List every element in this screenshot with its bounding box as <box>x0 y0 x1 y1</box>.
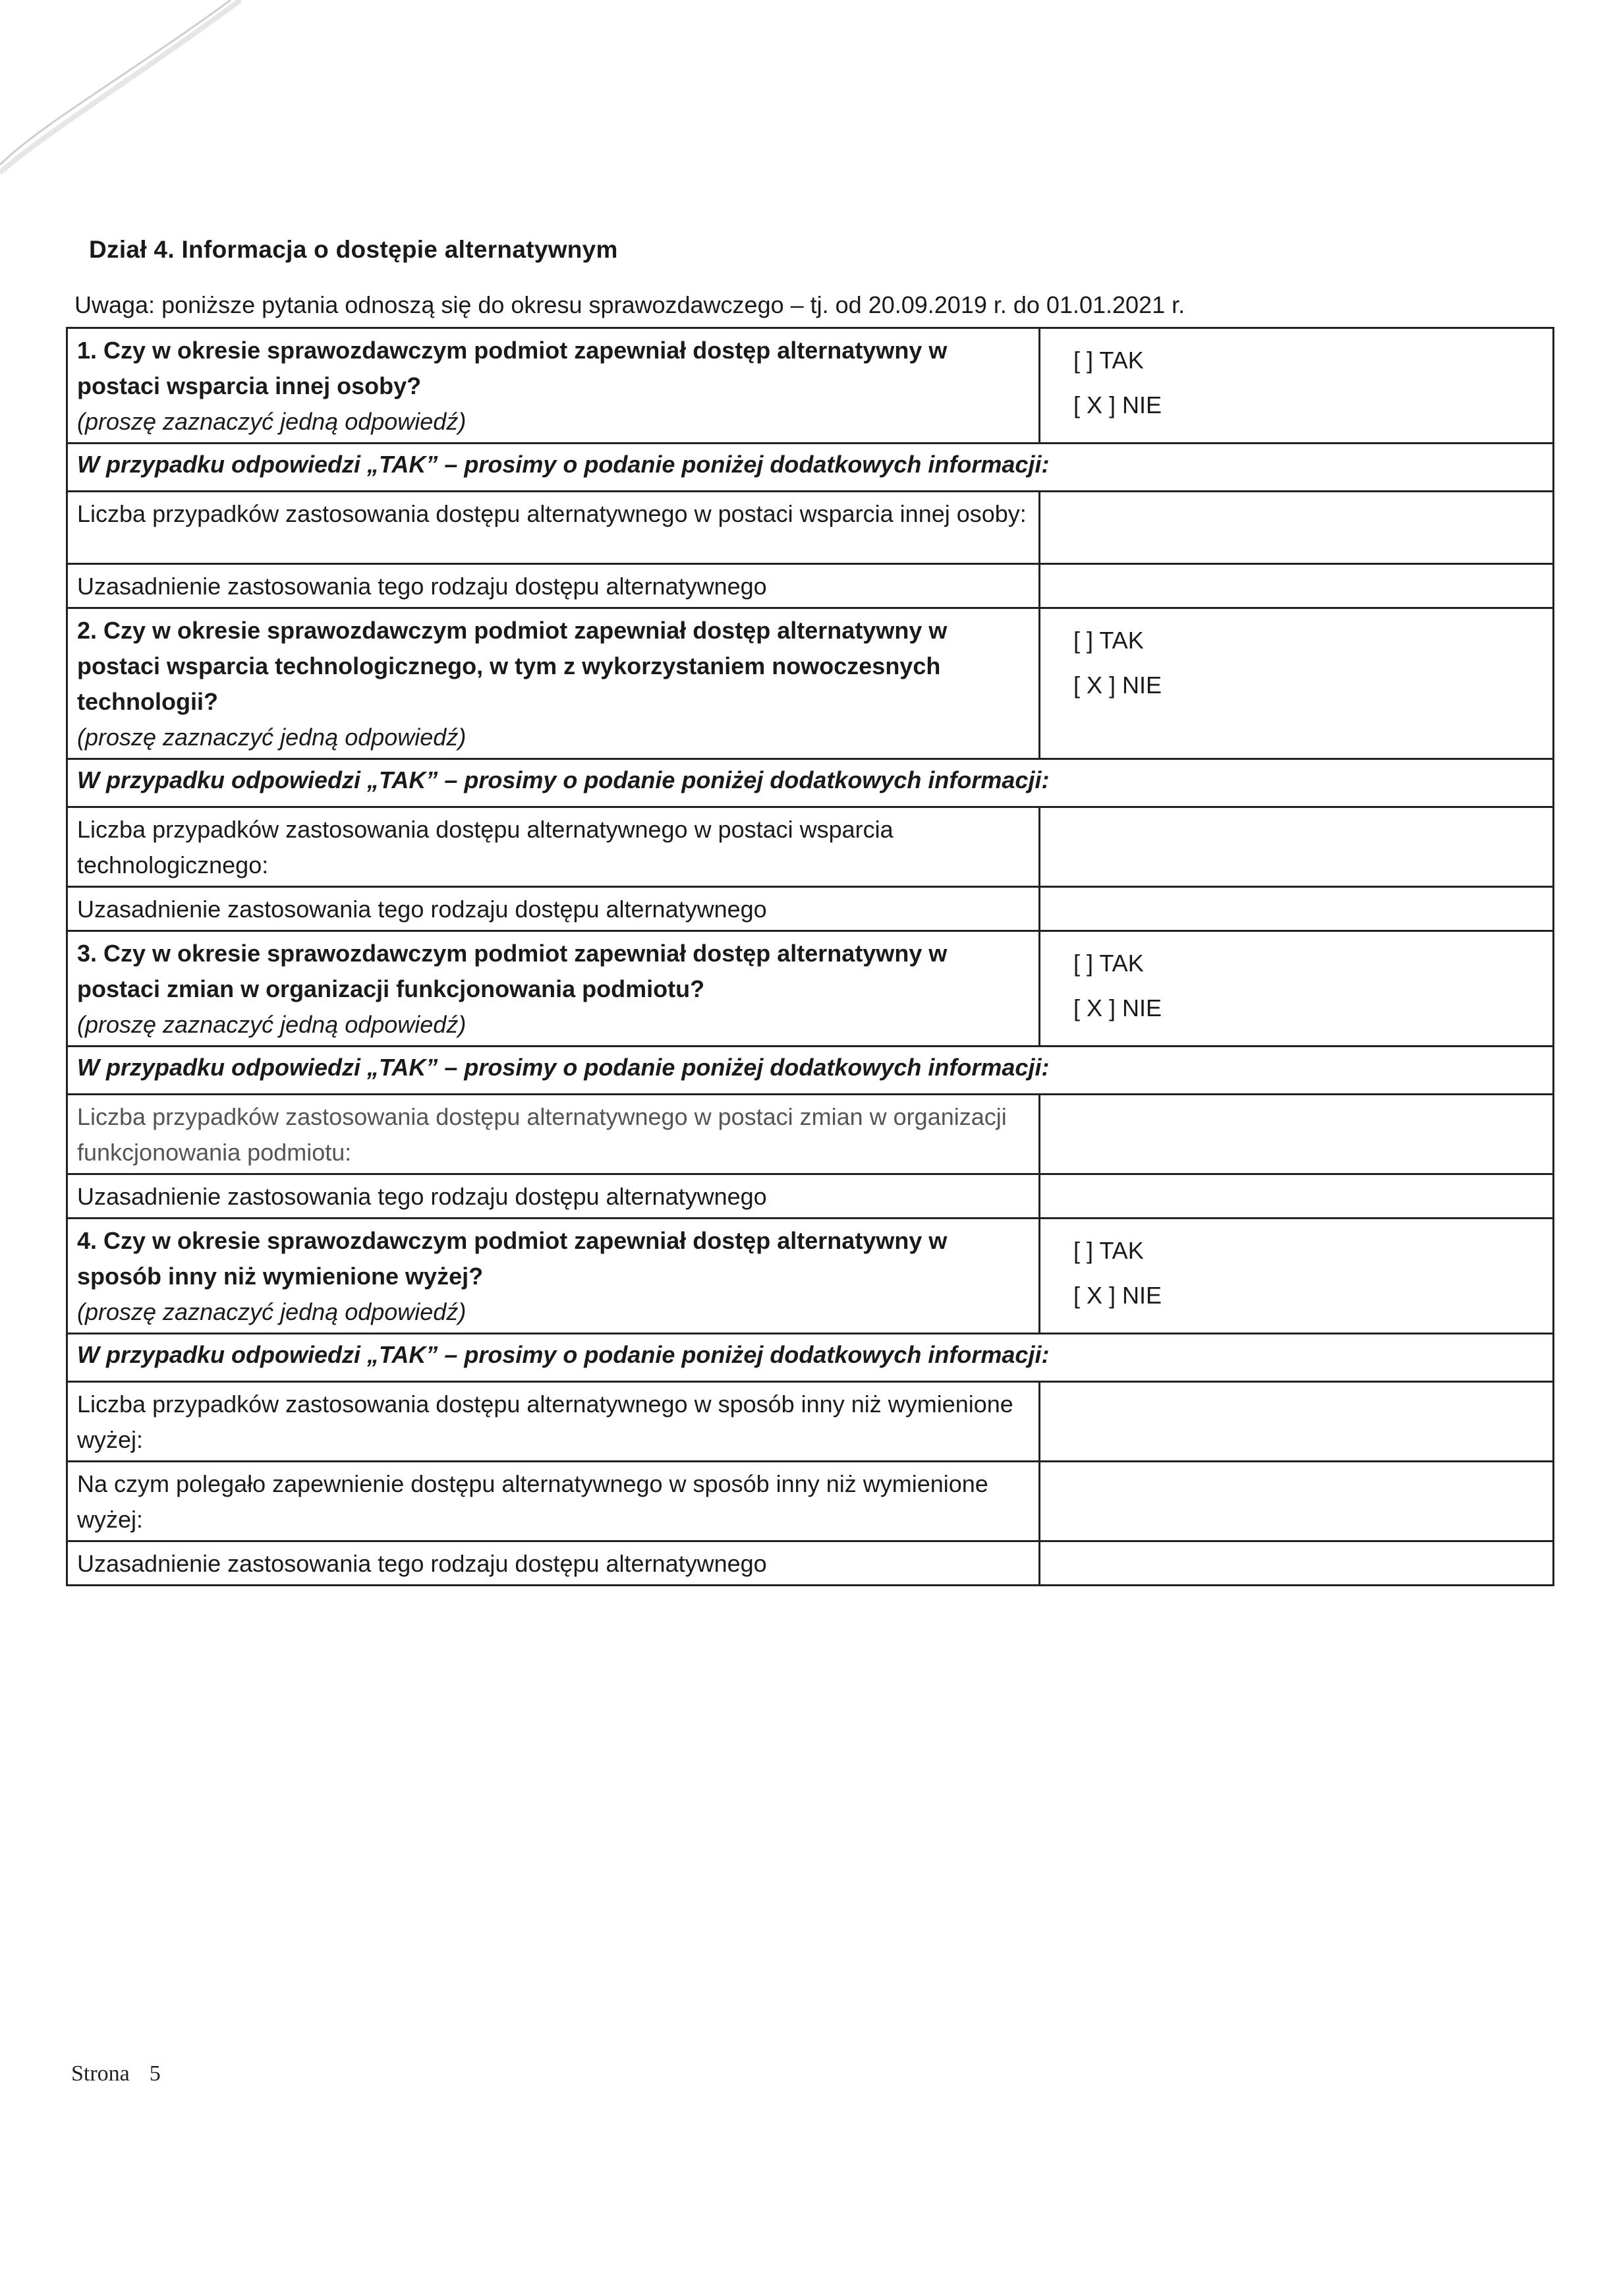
question-hint: (proszę zaznaczyć jedną odpowiedź) <box>77 724 467 751</box>
question-hint: (proszę zaznaczyć jedną odpowiedź) <box>77 1298 467 1325</box>
detail-row <box>67 1095 1554 1174</box>
question-hint: (proszę zaznaczyć jedną odpowiedź) <box>77 1011 467 1038</box>
detail-answer-field[interactable] <box>1040 807 1554 887</box>
followup-heading: W przypadku odpowiedzi „TAK” – prosimy o podanie poniżej dodatkowych informacji: <box>67 759 1554 807</box>
detail-answer-field[interactable] <box>1040 1462 1554 1541</box>
alternative-access-table <box>66 327 1554 1586</box>
answer-cell-1 <box>1040 328 1554 444</box>
detail-row <box>67 1462 1554 1541</box>
followup-heading-row <box>67 1334 1554 1382</box>
question-text: 3. Czy w okresie sprawozdawczym podmiot zapewniał dostęp alternatywny w postaci zmian w organizacji funkcjonowania podmiotu? <box>77 940 948 1002</box>
followup-heading: W przypadku odpowiedzi „TAK” – prosimy o podanie poniżej dodatkowych informacji: <box>67 444 1554 492</box>
page-label: Strona <box>71 2061 130 2086</box>
detail-row <box>67 564 1554 608</box>
detail-answer-field[interactable] <box>1040 1095 1554 1174</box>
detail-label: Liczba przypadków zastosowania dostępu alternatywnego w sposób inny niż wymienione wyżej: <box>67 1382 1040 1462</box>
question-text: 4. Czy w okresie sprawozdawczym podmiot zapewniał dostęp alternatywny w sposób inny niż wymienione wyżej? <box>77 1227 948 1290</box>
option-nie-checkbox[interactable]: [ X ] NIE <box>1073 994 1162 1021</box>
detail-row <box>67 492 1554 564</box>
detail-label: Liczba przypadków zastosowania dostępu alternatywnego w postaci wsparcia technologicznego: <box>67 807 1040 887</box>
followup-heading: W przypadku odpowiedzi „TAK” – prosimy o podanie poniżej dodatkowych informacji: <box>67 1334 1554 1382</box>
detail-answer-field[interactable] <box>1040 1174 1554 1219</box>
detail-row <box>67 1174 1554 1219</box>
question-cell-3 <box>67 931 1040 1047</box>
detail-label: Liczba przypadków zastosowania dostępu alternatywnego w postaci wsparcia innej osoby: <box>67 492 1040 564</box>
folded-corner-shadow <box>0 0 277 198</box>
question-hint: (proszę zaznaczyć jedną odpowiedź) <box>77 408 467 435</box>
page-number: 5 <box>149 2061 161 2086</box>
option-nie-checkbox[interactable]: [ X ] NIE <box>1073 391 1162 418</box>
question-text: 1. Czy w okresie sprawozdawczym podmiot zapewniał dostęp alternatywny w postaci wsparcia innej osoby? <box>77 337 948 399</box>
answer-cell-3 <box>1040 931 1554 1047</box>
option-nie-checkbox[interactable]: [ X ] NIE <box>1073 1282 1162 1309</box>
detail-answer-field[interactable] <box>1040 887 1554 931</box>
detail-label: Liczba przypadków zastosowania dostępu alternatywnego w postaci zmian w organizacji funkcjonowania podmiotu: <box>67 1095 1040 1174</box>
question-text: 2. Czy w okresie sprawozdawczym podmiot zapewniał dostęp alternatywny w postaci wsparcia technologicznego, w tym z wykorzystaniem nowoczesnych technologii? <box>77 617 948 715</box>
question-row-1 <box>67 328 1554 444</box>
section-heading: Dział 4. Informacja o dostępie alternatywnym <box>89 236 618 263</box>
detail-row <box>67 1541 1554 1586</box>
detail-row <box>67 807 1554 887</box>
detail-row <box>67 1382 1554 1462</box>
detail-label: Na czym polegało zapewnienie dostępu alternatywnego w sposób inny niż wymienione wyżej: <box>67 1462 1040 1541</box>
answer-cell-2 <box>1040 608 1554 759</box>
question-row-3 <box>67 931 1554 1047</box>
followup-heading-row <box>67 759 1554 807</box>
detail-answer-field[interactable] <box>1040 492 1554 564</box>
option-tak-checkbox[interactable]: [ ] TAK <box>1073 347 1144 374</box>
detail-answer-field[interactable] <box>1040 564 1554 608</box>
detail-label: Uzasadnienie zastosowania tego rodzaju dostępu alternatywnego <box>67 1541 1040 1586</box>
detail-answer-field[interactable] <box>1040 1541 1554 1586</box>
answer-cell-4 <box>1040 1219 1554 1334</box>
question-row-2 <box>67 608 1554 759</box>
question-row-4 <box>67 1219 1554 1334</box>
page-footer <box>71 2061 161 2086</box>
question-cell-4 <box>67 1219 1040 1334</box>
reporting-period-note: Uwaga: poniższe pytania odnoszą się do okresu sprawozdawczego – tj. od 20.09.2019 r. do 01.01.2021 r. <box>74 291 1185 318</box>
followup-heading-row <box>67 1047 1554 1095</box>
question-cell-2 <box>67 608 1040 759</box>
detail-label: Uzasadnienie zastosowania tego rodzaju dostępu alternatywnego <box>67 887 1040 931</box>
option-tak-checkbox[interactable]: [ ] TAK <box>1073 950 1144 977</box>
option-tak-checkbox[interactable]: [ ] TAK <box>1073 1237 1144 1264</box>
detail-label: Uzasadnienie zastosowania tego rodzaju dostępu alternatywnego <box>67 564 1040 608</box>
followup-heading: W przypadku odpowiedzi „TAK” – prosimy o podanie poniżej dodatkowych informacji: <box>67 1047 1554 1095</box>
question-cell-1 <box>67 328 1040 444</box>
detail-answer-field[interactable] <box>1040 1382 1554 1462</box>
option-tak-checkbox[interactable]: [ ] TAK <box>1073 627 1144 654</box>
detail-row <box>67 887 1554 931</box>
followup-heading-row <box>67 444 1554 492</box>
option-nie-checkbox[interactable]: [ X ] NIE <box>1073 672 1162 699</box>
detail-label: Uzasadnienie zastosowania tego rodzaju dostępu alternatywnego <box>67 1174 1040 1219</box>
